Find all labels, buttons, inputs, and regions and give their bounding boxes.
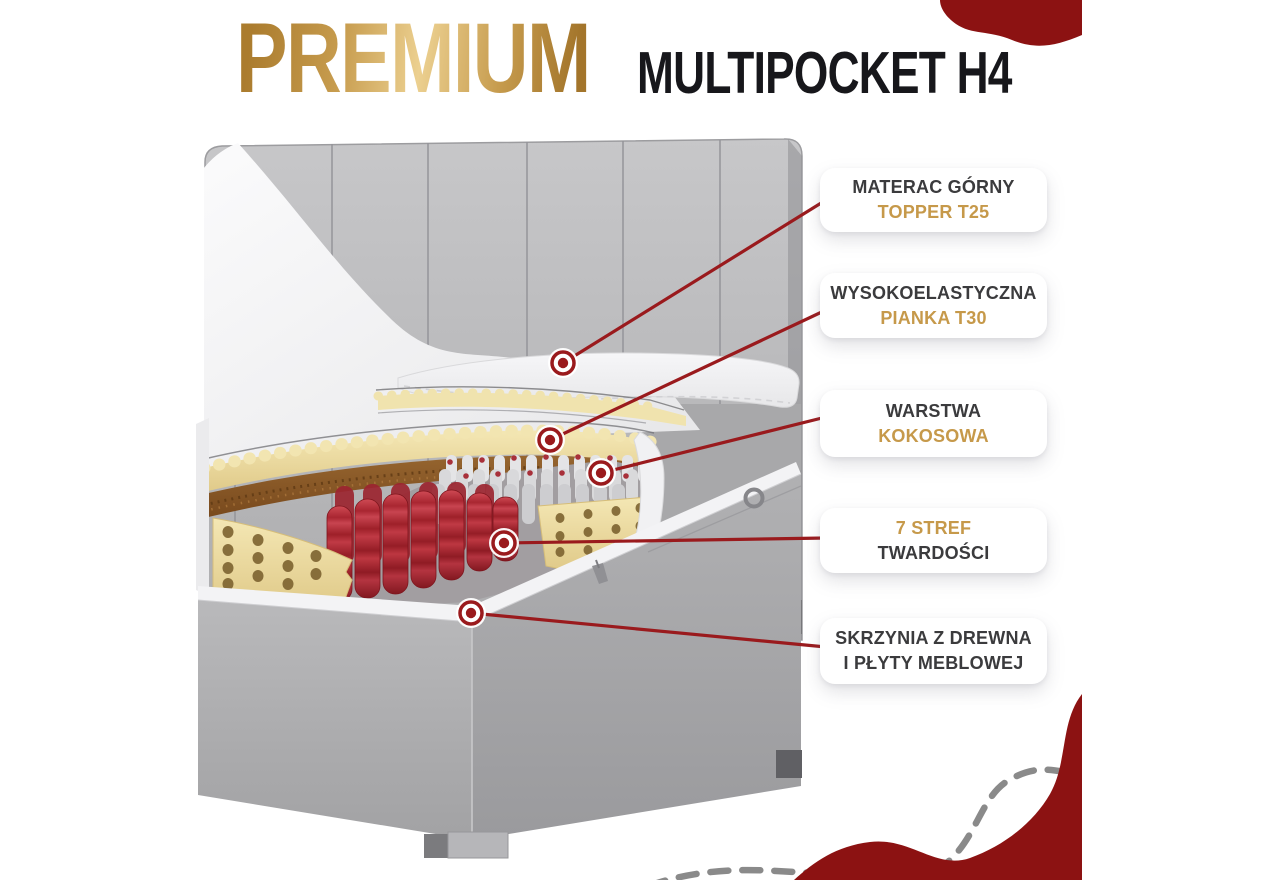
- title-model: MULTIPOCKET H4: [637, 40, 1012, 106]
- callout-card-foam-line1: WYSOKOELASTYCZNA: [830, 282, 1037, 303]
- callout-card-topper-line1: MATERAC GÓRNY: [852, 177, 1015, 197]
- title-brand: PREMIUM: [236, 2, 590, 113]
- corner-blob-top-right: [940, 0, 1082, 46]
- callout-card-coconut: [820, 390, 1047, 457]
- callout-card-topper-line2: TOPPER T25: [877, 202, 990, 222]
- callout-marker-foam: [535, 425, 565, 455]
- callout-card-coconut-line1: WARSTWA: [885, 400, 982, 421]
- callout-card-topper: [820, 168, 1047, 232]
- callout-card-base: [820, 618, 1047, 684]
- callout-marker-topper: [548, 348, 578, 378]
- callout-card-zones-line1: 7 STREF: [895, 517, 972, 538]
- callout-marker-base: [456, 598, 486, 628]
- callout-marker-coconut: [586, 458, 616, 488]
- callout-card-foam-line2: PIANKA T30: [880, 307, 987, 328]
- callout-card-base-line1: SKRZYNIA Z DREWNA: [835, 628, 1032, 648]
- callout-card-foam: [820, 273, 1047, 338]
- bed-foot-front-side: [424, 834, 450, 858]
- callout-card-zones: [820, 508, 1047, 573]
- callout-card-coconut-line2: KOKOSOWA: [878, 425, 989, 446]
- corner-blob-bottom-right: [794, 694, 1082, 880]
- bed-foot-front: [448, 832, 508, 858]
- mattress-left-edge: [196, 418, 209, 596]
- callout-card-base-line2: I PŁYTY MEBLOWEJ: [843, 653, 1024, 673]
- bed-foot-rear: [776, 750, 802, 778]
- callout-card-zones-line2: TWARDOŚCI: [877, 542, 990, 563]
- callout-marker-zones: [489, 528, 519, 558]
